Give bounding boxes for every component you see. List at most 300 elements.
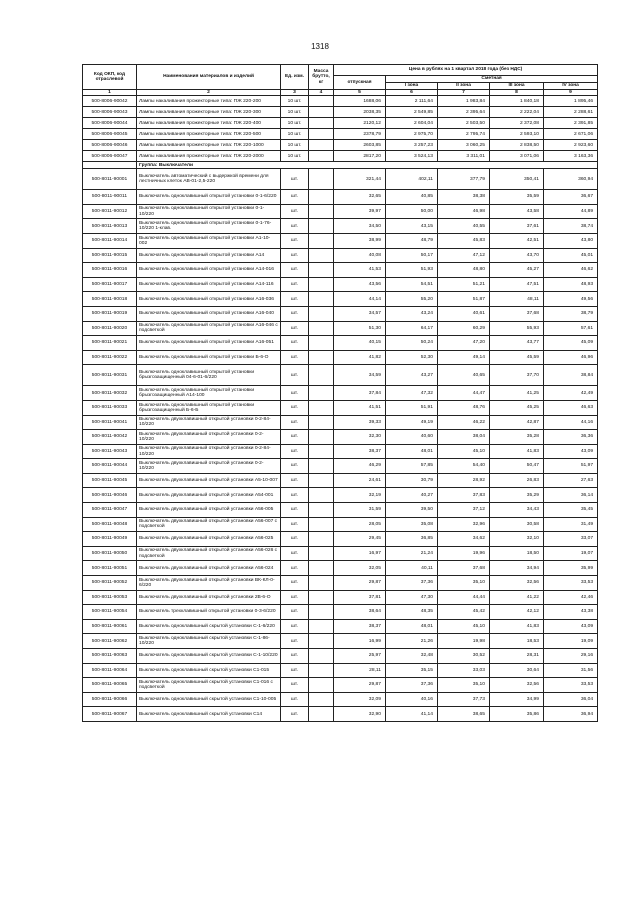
price-zone-3: 34,99	[490, 692, 544, 707]
price-zone-2: 35,10	[438, 576, 490, 591]
price-zone-3: 2 838,50	[490, 140, 544, 151]
price-zone-2: 51,87	[438, 292, 490, 307]
item-mass	[309, 590, 334, 605]
price-zone-1: 40,85	[386, 190, 438, 205]
price-zone-2: 51,21	[438, 277, 490, 292]
group-label: Группа: Выключатели	[137, 162, 598, 169]
table-row	[83, 400, 598, 415]
price-zone-1: 2 111,64	[386, 96, 438, 107]
header-code: Код ОКП, код отраслевой	[83, 65, 137, 90]
price-zone-3: 42,12	[490, 605, 544, 620]
header-price-title: Цена в рублях на 1 квартал 2018 года (без НДС)	[334, 65, 598, 76]
price-zone-4: 33,53	[544, 678, 598, 693]
table-row	[83, 336, 598, 351]
table-row	[83, 561, 598, 576]
price-zone-1: 37,36	[386, 576, 438, 591]
price-release: 38,37	[334, 444, 386, 459]
price-zone-2: 35,10	[438, 678, 490, 693]
item-unit: шт.	[281, 430, 309, 445]
item-code: 500-8011-90012	[83, 204, 137, 219]
table-row	[83, 649, 598, 664]
price-release: 41,53	[334, 263, 386, 278]
item-name: Выключатель одноклавишный открытой установки 0-1-76-10/220 1-клав.	[137, 219, 281, 234]
item-mass	[309, 292, 334, 307]
header-zone: III зона	[490, 83, 544, 90]
price-zone-3: 43,77	[490, 336, 544, 351]
price-zone-4: 19,09	[544, 634, 598, 649]
price-zone-4: 46,96	[544, 350, 598, 365]
price-zone-2: 48,76	[438, 400, 490, 415]
column-number: 8	[490, 90, 544, 96]
item-name: Лампы накаливания прожекторные типа: ПЖ 220-500	[137, 129, 281, 140]
item-name: Выключатель одноклавишный скрытой установки С1-10-005	[137, 692, 281, 707]
price-release: 46,29	[334, 459, 386, 474]
column-number: 9	[544, 90, 598, 96]
price-zone-4: 42,49	[544, 386, 598, 401]
table-row	[83, 517, 598, 532]
price-zone-3: 1 840,18	[490, 96, 544, 107]
price-zone-4: 35,45	[544, 503, 598, 518]
header-estimate: Сметная	[386, 76, 598, 83]
item-code: 500-8006-90043	[83, 107, 137, 118]
switch-rows	[83, 169, 598, 722]
price-zone-1: 40,27	[386, 488, 438, 503]
price-release: 32,90	[334, 707, 386, 722]
item-code: 500-8011-90050	[83, 546, 137, 561]
item-unit: шт.	[281, 277, 309, 292]
price-zone-1: 47,32	[386, 386, 438, 401]
price-zone-1: 50,24	[386, 336, 438, 351]
table-row	[83, 459, 598, 474]
price-zone-2: 54,40	[438, 459, 490, 474]
table-row	[83, 692, 598, 707]
item-mass	[309, 503, 334, 518]
price-zone-2: 40,55	[438, 219, 490, 234]
item-name: Лампы накаливания прожекторные типа: ПЖ 220-200	[137, 96, 281, 107]
table-row	[83, 365, 598, 386]
price-zone-4: 36,14	[544, 488, 598, 503]
item-code: 500-8011-90062	[83, 634, 137, 649]
column-number: 6	[386, 90, 438, 96]
price-zone-1: 43,27	[386, 365, 438, 386]
item-unit: шт.	[281, 321, 309, 336]
price-release: 40,15	[334, 336, 386, 351]
item-name: Выключатель одноклавишный скрытой установки С14	[137, 707, 281, 722]
price-zone-4: 49,56	[544, 292, 598, 307]
item-code: 500-8011-90015	[83, 248, 137, 263]
price-zone-2: 33,03	[438, 663, 490, 678]
price-zone-3: 41,83	[490, 619, 544, 634]
item-name: Выключатель одноклавишный открытой установки А14-016	[137, 263, 281, 278]
item-name: Выключатель одноклавишный открытой установки Б-6-О	[137, 350, 281, 365]
item-mass	[309, 118, 334, 129]
item-mass	[309, 350, 334, 365]
item-name: Выключатель одноклавишный открытой установки А14	[137, 248, 281, 263]
price-release: 39,97	[334, 204, 386, 219]
price-zone-1: 47,30	[386, 590, 438, 605]
item-code: 500-8011-90019	[83, 306, 137, 321]
item-mass	[309, 649, 334, 664]
table-row	[83, 151, 598, 162]
item-name: Выключатель двухклавишный открытой установки А56-005	[137, 503, 281, 518]
column-number: 7	[438, 90, 490, 96]
item-unit: шт.	[281, 546, 309, 561]
item-unit: шт.	[281, 386, 309, 401]
item-name: Выключатель двухклавишный открытой установки 0-2-10/220	[137, 459, 281, 474]
price-table	[82, 64, 598, 722]
item-mass	[309, 277, 334, 292]
item-name: Выключатель одноклавишный открытой установки брызгозащищенный 04-6-01-6/220	[137, 365, 281, 386]
item-code: 500-8011-90021	[83, 336, 137, 351]
price-zone-3: 37,70	[490, 365, 544, 386]
item-name: Лампы накаливания прожекторные типа: ПЖ 220-1000	[137, 140, 281, 151]
price-zone-3: 32,56	[490, 678, 544, 693]
column-number: 3	[281, 90, 309, 96]
item-name: Выключатель двухклавишный открытой установки А56-025	[137, 532, 281, 547]
price-release: 32,09	[334, 692, 386, 707]
column-number: 5	[334, 90, 386, 96]
price-zone-2: 46,98	[438, 204, 490, 219]
table-row	[83, 634, 598, 649]
item-unit: шт.	[281, 415, 309, 430]
item-code: 500-8011-90065	[83, 678, 137, 693]
item-name: Лампы накаливания прожекторные типа: ПЖ 220-300	[137, 107, 281, 118]
header-zone: I зона	[386, 83, 438, 90]
price-zone-3: 18,50	[490, 546, 544, 561]
price-zone-4: 27,63	[544, 473, 598, 488]
price-zone-2: 377,79	[438, 169, 490, 190]
table-row	[83, 678, 598, 693]
price-zone-2: 40,65	[438, 365, 490, 386]
price-zone-4: 19,07	[544, 546, 598, 561]
price-release: 29,87	[334, 576, 386, 591]
item-mass	[309, 678, 334, 693]
table-row	[83, 590, 598, 605]
item-name: Выключатель одноклавишный скрытой установки С-1-86-10/220	[137, 634, 281, 649]
price-release: 41,82	[334, 350, 386, 365]
group-row	[83, 162, 598, 169]
price-zone-1: 51,91	[386, 400, 438, 415]
item-mass	[309, 306, 334, 321]
item-mass	[309, 605, 334, 620]
price-zone-3: 50,47	[490, 459, 544, 474]
price-release: 2603,85	[334, 140, 386, 151]
item-code: 500-8011-90047	[83, 503, 137, 518]
item-code: 500-8011-90033	[83, 400, 137, 415]
price-zone-1: 36,85	[386, 532, 438, 547]
price-zone-2: 60,29	[438, 321, 490, 336]
item-mass	[309, 233, 334, 248]
price-release: 1688,06	[334, 96, 386, 107]
price-zone-3: 35,86	[490, 707, 544, 722]
price-release: 28,11	[334, 663, 386, 678]
item-unit: шт.	[281, 663, 309, 678]
price-zone-1: 40,11	[386, 561, 438, 576]
item-unit: шт.	[281, 169, 309, 190]
header-zone: IV зона	[544, 83, 598, 90]
item-unit: шт.	[281, 336, 309, 351]
item-name: Выключатель одноклавишный открытой установки А16-036	[137, 292, 281, 307]
item-name: Выключатель одноклавишный открытой установки 0-1-10/220	[137, 204, 281, 219]
table-row	[83, 386, 598, 401]
item-name: Выключатель одноклавишный открытой установки брызгозащищенный А14-100	[137, 386, 281, 401]
price-zone-1: 43,24	[386, 306, 438, 321]
price-zone-2: 48,80	[438, 263, 490, 278]
price-zone-4: 31,49	[544, 517, 598, 532]
price-zone-1: 37,36	[386, 678, 438, 693]
price-zone-2: 38,65	[438, 707, 490, 722]
price-zone-1: 57,85	[386, 459, 438, 474]
column-number: 2	[137, 90, 281, 96]
price-zone-4: 48,93	[544, 277, 598, 292]
price-release: 37,84	[334, 386, 386, 401]
price-zone-4: 360,94	[544, 169, 598, 190]
price-zone-1: 48,79	[386, 233, 438, 248]
price-zone-1: 21,26	[386, 634, 438, 649]
price-release: 40,08	[334, 248, 386, 263]
item-code: 500-8011-90020	[83, 321, 137, 336]
item-code: 500-8011-90051	[83, 561, 137, 576]
price-zone-4: 38,84	[544, 365, 598, 386]
item-unit: шт.	[281, 400, 309, 415]
price-zone-4: 29,16	[544, 649, 598, 664]
item-code: 500-8011-90042	[83, 430, 137, 445]
price-zone-3: 2 593,10	[490, 129, 544, 140]
table-row	[83, 430, 598, 445]
item-mass	[309, 169, 334, 190]
item-mass	[309, 400, 334, 415]
item-mass	[309, 151, 334, 162]
item-name: Выключатель двухклавишный открытой установки 0-2-84-10/220	[137, 444, 281, 459]
item-mass	[309, 692, 334, 707]
item-mass	[309, 415, 334, 430]
item-unit: 10 шт.	[281, 140, 309, 151]
table-row	[83, 169, 598, 190]
price-zone-3: 45,25	[490, 400, 544, 415]
price-zone-1: 49,19	[386, 415, 438, 430]
price-zone-3: 37,68	[490, 306, 544, 321]
price-zone-4: 38,74	[544, 219, 598, 234]
price-zone-4: 33,07	[544, 532, 598, 547]
price-zone-1: 50,17	[386, 248, 438, 263]
item-mass	[309, 129, 334, 140]
item-unit: шт.	[281, 190, 309, 205]
price-zone-1: 64,17	[386, 321, 438, 336]
item-name: Выключатель двухклавишный открытой установки А54-001	[137, 488, 281, 503]
item-unit: шт.	[281, 350, 309, 365]
header-zone: II зона	[438, 83, 490, 90]
price-zone-3: 43,58	[490, 204, 544, 219]
item-code: 500-8011-90013	[83, 219, 137, 234]
item-name: Выключатель одноклавишный открытой установки А16-046 с подсветкой	[137, 321, 281, 336]
table-row	[83, 488, 598, 503]
price-zone-2: 49,14	[438, 350, 490, 365]
price-release: 321,44	[334, 169, 386, 190]
price-zone-2: 2 395,64	[438, 107, 490, 118]
item-code: 500-8011-90048	[83, 517, 137, 532]
table-row	[83, 204, 598, 219]
column-number: 1	[83, 90, 137, 96]
price-zone-2: 45,42	[438, 605, 490, 620]
item-mass	[309, 204, 334, 219]
price-release: 2120,12	[334, 118, 386, 129]
price-release: 25,97	[334, 649, 386, 664]
price-release: 38,99	[334, 233, 386, 248]
item-code: 500-8011-90045	[83, 473, 137, 488]
price-zone-1: 55,20	[386, 292, 438, 307]
item-name: Выключатель одноклавишный скрытой установки С1-016 с подсветкой	[137, 678, 281, 693]
price-zone-3: 34,94	[490, 561, 544, 576]
item-name: Выключатель одноклавишный открытой установки А16-051	[137, 336, 281, 351]
price-zone-2: 37,68	[438, 561, 490, 576]
price-release: 2817,20	[334, 151, 386, 162]
price-zone-1: 39,50	[386, 503, 438, 518]
price-release: 16,97	[334, 546, 386, 561]
price-zone-1: 3 524,13	[386, 151, 438, 162]
price-zone-3: 350,41	[490, 169, 544, 190]
price-zone-1: 54,51	[386, 277, 438, 292]
price-zone-4: 36,36	[544, 430, 598, 445]
item-name: Выключатель двухклавишный открытой установки 0-2-84-10/220	[137, 415, 281, 430]
item-unit: шт.	[281, 204, 309, 219]
item-code: 500-8011-90032	[83, 386, 137, 401]
price-zone-1: 51,93	[386, 263, 438, 278]
price-zone-3: 35,28	[490, 430, 544, 445]
item-unit: шт.	[281, 517, 309, 532]
price-zone-2: 44,47	[438, 386, 490, 401]
table-row	[83, 118, 598, 129]
price-release: 24,61	[334, 473, 386, 488]
item-code: 500-8006-90045	[83, 129, 137, 140]
item-code: 500-8011-90001	[83, 169, 137, 190]
price-zone-4: 43,09	[544, 444, 598, 459]
item-name: Выключатель двухклавишный открытой установки 0-2-10/220	[137, 430, 281, 445]
item-mass	[309, 561, 334, 576]
item-code: 500-8011-90011	[83, 190, 137, 205]
price-zone-3: 42,87	[490, 415, 544, 430]
item-mass	[309, 140, 334, 151]
price-zone-4: 45,09	[544, 336, 598, 351]
item-code: 500-8006-90047	[83, 151, 137, 162]
price-zone-4: 33,53	[544, 576, 598, 591]
item-unit: шт.	[281, 292, 309, 307]
table-row	[83, 107, 598, 118]
price-release: 34,50	[334, 219, 386, 234]
table-row	[83, 707, 598, 722]
item-mass	[309, 532, 334, 547]
price-zone-1: 402,11	[386, 169, 438, 190]
header-mass: Масса брутто, кг	[309, 65, 334, 90]
table-row	[83, 292, 598, 307]
price-zone-3: 43,70	[490, 248, 544, 263]
price-zone-3: 3 071,06	[490, 151, 544, 162]
price-release: 29,87	[334, 678, 386, 693]
item-name: Выключатель автоматический с выдержкой времени для лестничных клеток АВ-01-2,5-220	[137, 169, 281, 190]
price-zone-3: 30,58	[490, 517, 544, 532]
price-zone-3: 55,93	[490, 321, 544, 336]
price-zone-4: 1 895,46	[544, 96, 598, 107]
item-name: Выключатель двухклавишный открытой установки А5-10-007	[137, 473, 281, 488]
price-zone-2: 37,83	[438, 488, 490, 503]
price-zone-3: 35,29	[490, 488, 544, 503]
price-zone-2: 1 983,84	[438, 96, 490, 107]
table-row	[83, 663, 598, 678]
item-mass	[309, 336, 334, 351]
table-row	[83, 415, 598, 430]
price-zone-4: 36,67	[544, 190, 598, 205]
item-unit: шт.	[281, 561, 309, 576]
item-unit: шт.	[281, 306, 309, 321]
column-number: 4	[309, 90, 334, 96]
item-name: Выключатель одноклавишный открытой установки А1-10-002	[137, 233, 281, 248]
item-name: Выключатель двухклавишный открытой установки А56-026 с подсветкой	[137, 546, 281, 561]
price-zone-1: 40,60	[386, 430, 438, 445]
lamp-rows	[83, 96, 598, 162]
table-row	[83, 473, 598, 488]
price-release: 41,51	[334, 400, 386, 415]
item-mass	[309, 190, 334, 205]
price-zone-2: 44,44	[438, 590, 490, 605]
header-name: Наименования материалов и изделий	[137, 65, 281, 90]
price-zone-2: 19,98	[438, 634, 490, 649]
item-name: Выключатель двухклавишный открытой установки А56-024	[137, 561, 281, 576]
price-zone-2: 19,96	[438, 546, 490, 561]
price-zone-4: 51,97	[544, 459, 598, 474]
price-zone-1: 40,16	[386, 692, 438, 707]
price-zone-3: 18,53	[490, 634, 544, 649]
price-release: 38,64	[334, 605, 386, 620]
price-zone-2: 47,12	[438, 248, 490, 263]
price-zone-2: 3 060,25	[438, 140, 490, 151]
price-zone-3: 41,22	[490, 590, 544, 605]
price-zone-1: 35,15	[386, 663, 438, 678]
price-zone-4: 3 163,36	[544, 151, 598, 162]
price-zone-4: 57,61	[544, 321, 598, 336]
price-zone-3: 41,83	[490, 444, 544, 459]
price-zone-4: 43,80	[544, 233, 598, 248]
price-zone-3: 28,31	[490, 649, 544, 664]
item-unit: шт.	[281, 459, 309, 474]
price-zone-4: 38,79	[544, 306, 598, 321]
price-release: 44,14	[334, 292, 386, 307]
price-zone-1: 21,24	[386, 546, 438, 561]
price-zone-4: 43,38	[544, 605, 598, 620]
item-name: Выключатель одноклавишный скрытой установки С1-015	[137, 663, 281, 678]
item-unit: 10 шт.	[281, 96, 309, 107]
group-section	[83, 162, 598, 169]
table-row	[83, 248, 598, 263]
price-zone-1: 52,30	[386, 350, 438, 365]
price-release: 29,45	[334, 532, 386, 547]
price-zone-1: 50,00	[386, 204, 438, 219]
price-zone-4: 46,62	[544, 263, 598, 278]
item-unit: шт.	[281, 634, 309, 649]
price-release: 37,81	[334, 590, 386, 605]
table-row	[83, 190, 598, 205]
item-name: Выключатель одноклавишный открытой установки 0-1-6/220	[137, 190, 281, 205]
item-name: Выключатель одноклавишный скрытой установки С-1-10/220	[137, 649, 281, 664]
price-zone-1: 41,14	[386, 707, 438, 722]
item-unit: шт.	[281, 619, 309, 634]
item-code: 500-8011-90018	[83, 292, 137, 307]
price-zone-3: 45,59	[490, 350, 544, 365]
price-release: 32,19	[334, 488, 386, 503]
price-release: 38,37	[334, 619, 386, 634]
price-release: 32,65	[334, 190, 386, 205]
price-release: 51,30	[334, 321, 386, 336]
item-mass	[309, 219, 334, 234]
item-unit: шт.	[281, 263, 309, 278]
